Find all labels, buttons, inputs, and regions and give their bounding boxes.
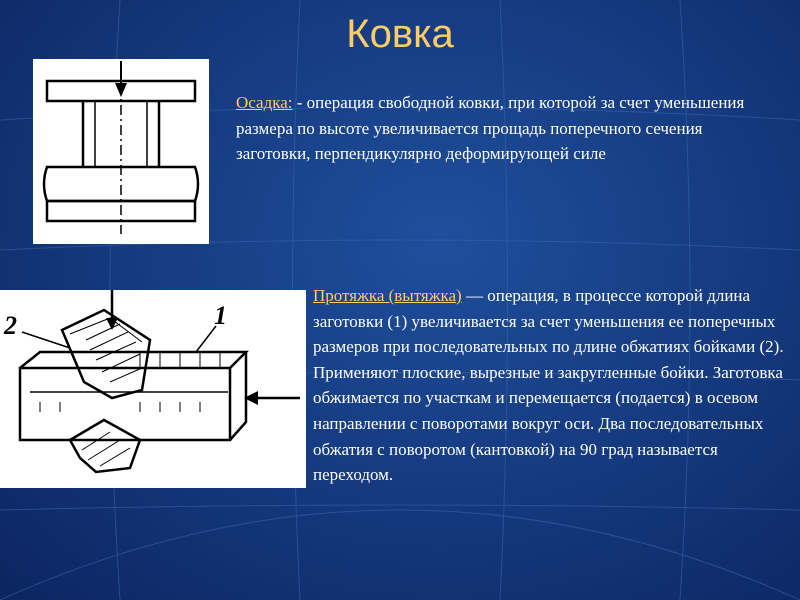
slide-title: Ковка (346, 12, 454, 56)
die-label: 2 (4, 311, 17, 340)
protyazhka-text: — операция, в процессе которой длина заготовки (1) увеличивается за счет уменьшения ее поперечных размеров при последовательных по длине обжатиях бойками (2). Применяют плоские, вырезные и закругленные бойки. Заготовка обжимается по участкам и перемещается (подается) в осевом направлении с поворотами вокруг оси. Два последовательных обжатия с поворотом (кантовкой) на 90 град называется переходом. (313, 286, 784, 485)
osadka-text: - операция свободной ковки, при которой за счет уменьшения размера по высоте увеличивается прощадь поперечного сечения заготовки, перпендикулярно деформирующей силе (236, 93, 745, 164)
drawing-out-diagram (0, 290, 306, 488)
protyazhka-paragraph (313, 283, 795, 488)
osadka-term: Осадка: (236, 93, 293, 112)
upsetting-diagram (33, 59, 209, 244)
workpiece-label: 1 (214, 301, 227, 330)
osadka-paragraph (236, 90, 776, 167)
protyazhka-term: Протяжка (вытяжка) (313, 286, 462, 305)
